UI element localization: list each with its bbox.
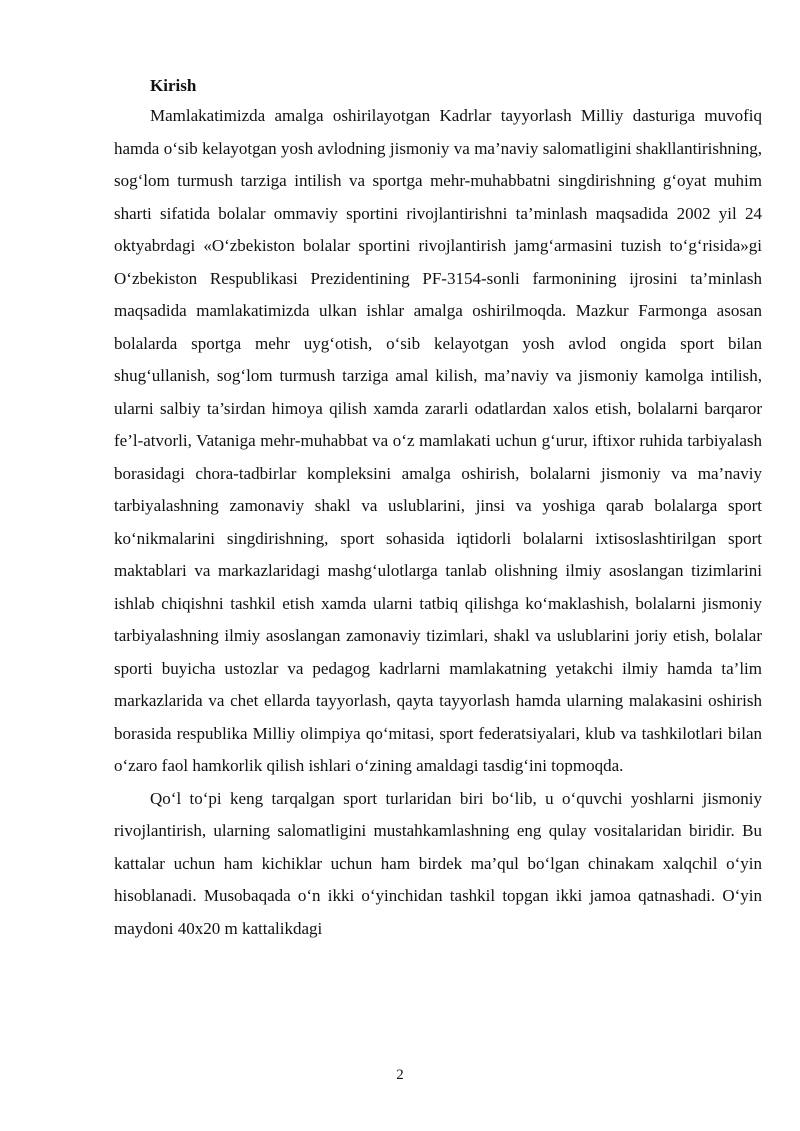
page-number: 2	[396, 1067, 404, 1083]
document-page	[114, 74, 762, 945]
paragraph-intro: Mamlakatimizda amalga oshirilayotgan Kadrlar tayyorlash Milliy dasturiga muvofiq hamda o‘sib kelayotgan yosh avlodning jismoniy va ma’naviy salomatligini shakllantirishning, sog‘lom turmush tarziga intilish va sportga mehr-muhabbatni singdirishning g‘oyat muhim sharti sifatida bolalar ommaviy sportini rivojlantirishni ta’minlash maqsadida 2002 yil 24 oktyabrdagi «O‘zbekiston bolalar sportini rivojlantirish jamg‘armasini tuzish to‘g‘risida»gi O‘zbekiston Respublikasi Prezidentining PF-3154-sonli farmonining ijrosini ta’minlash maqsadida mamlakatimizda ulkan ishlar amalga oshirilmoqda. Mazkur Farmonga asosan bolalarda sportga mehr uyg‘otish, o‘sib kelayotgan yosh avlod ongida sport bilan shug‘ullanish, sog‘lom turmush tarziga amal kilish, ma’naviy va jismoniy kamolga intilish, ularni salbiy ta’sirdan himoya qilish xamda zararli odatlardan xalos etish, bolalarni barqaror fe’l-atvorli, Vataniga mehr-muhabbat va o‘z mamlakati uchun g‘urur, iftixor ruhida tarbiyalash borasidagi chora-tadbirlar kompleksini amalga oshirish, bolalarni jismoniy va ma’naviy tarbiyalashning zamonaviy shakl va uslublarini, jinsi va yoshiga qarab bolalarga sport ko‘nikmalarini singdirishning, sport sohasida iqtidorli bolalarni ixtisoslashtirilgan sport maktablari va markazlaridagi mashg‘ulotlarga tanlab olishning ilmiy asoslangan tizimlarini ishlab chiqishni tashkil etish xamda ularni tatbiq qilishga ko‘maklashish, bolalarni jismoniy tarbiyalashning ilmiy asoslangan zamonaviy tizimlari, shakl va uslublarini joriy etish, bolalar sporti buyicha ustozlar va pedagog kadrlarni mamlakatning yetakchi ilmiy hamda ta’lim markazlarida va chet ellarda tayyorlash, qayta tayyorlash hamda ularning malakasini oshirish borasida respublika Milliy olimpiya qo‘mitasi, sport federatsiyalari, klub va tashkilotlari bilan o‘zaro faol hamkorlik qilish ishlari o‘zining amaldagi tasdig‘ini topmoqda.	[114, 106, 762, 775]
paragraph-handball: Qo‘l to‘pi keng tarqalgan sport turlaridan biri bo‘lib, u o‘quvchi yoshlarni jismoniy rivojlantirish, ularning salomatligini mustahkamlashning eng qulay vositalaridan biridir. Bu kattalar uchun ham kichiklar uchun ham birdek ma’qul bo‘lgan chinakam xalqchil o‘yin hisoblanadi. Musobaqada o‘n ikki o‘yinchidan tashkil topgan ikki jamoa qatnashadi. O‘yin maydoni 40x20 m kattalikdagi	[114, 788, 762, 938]
section-heading: Kirish	[150, 76, 197, 95]
